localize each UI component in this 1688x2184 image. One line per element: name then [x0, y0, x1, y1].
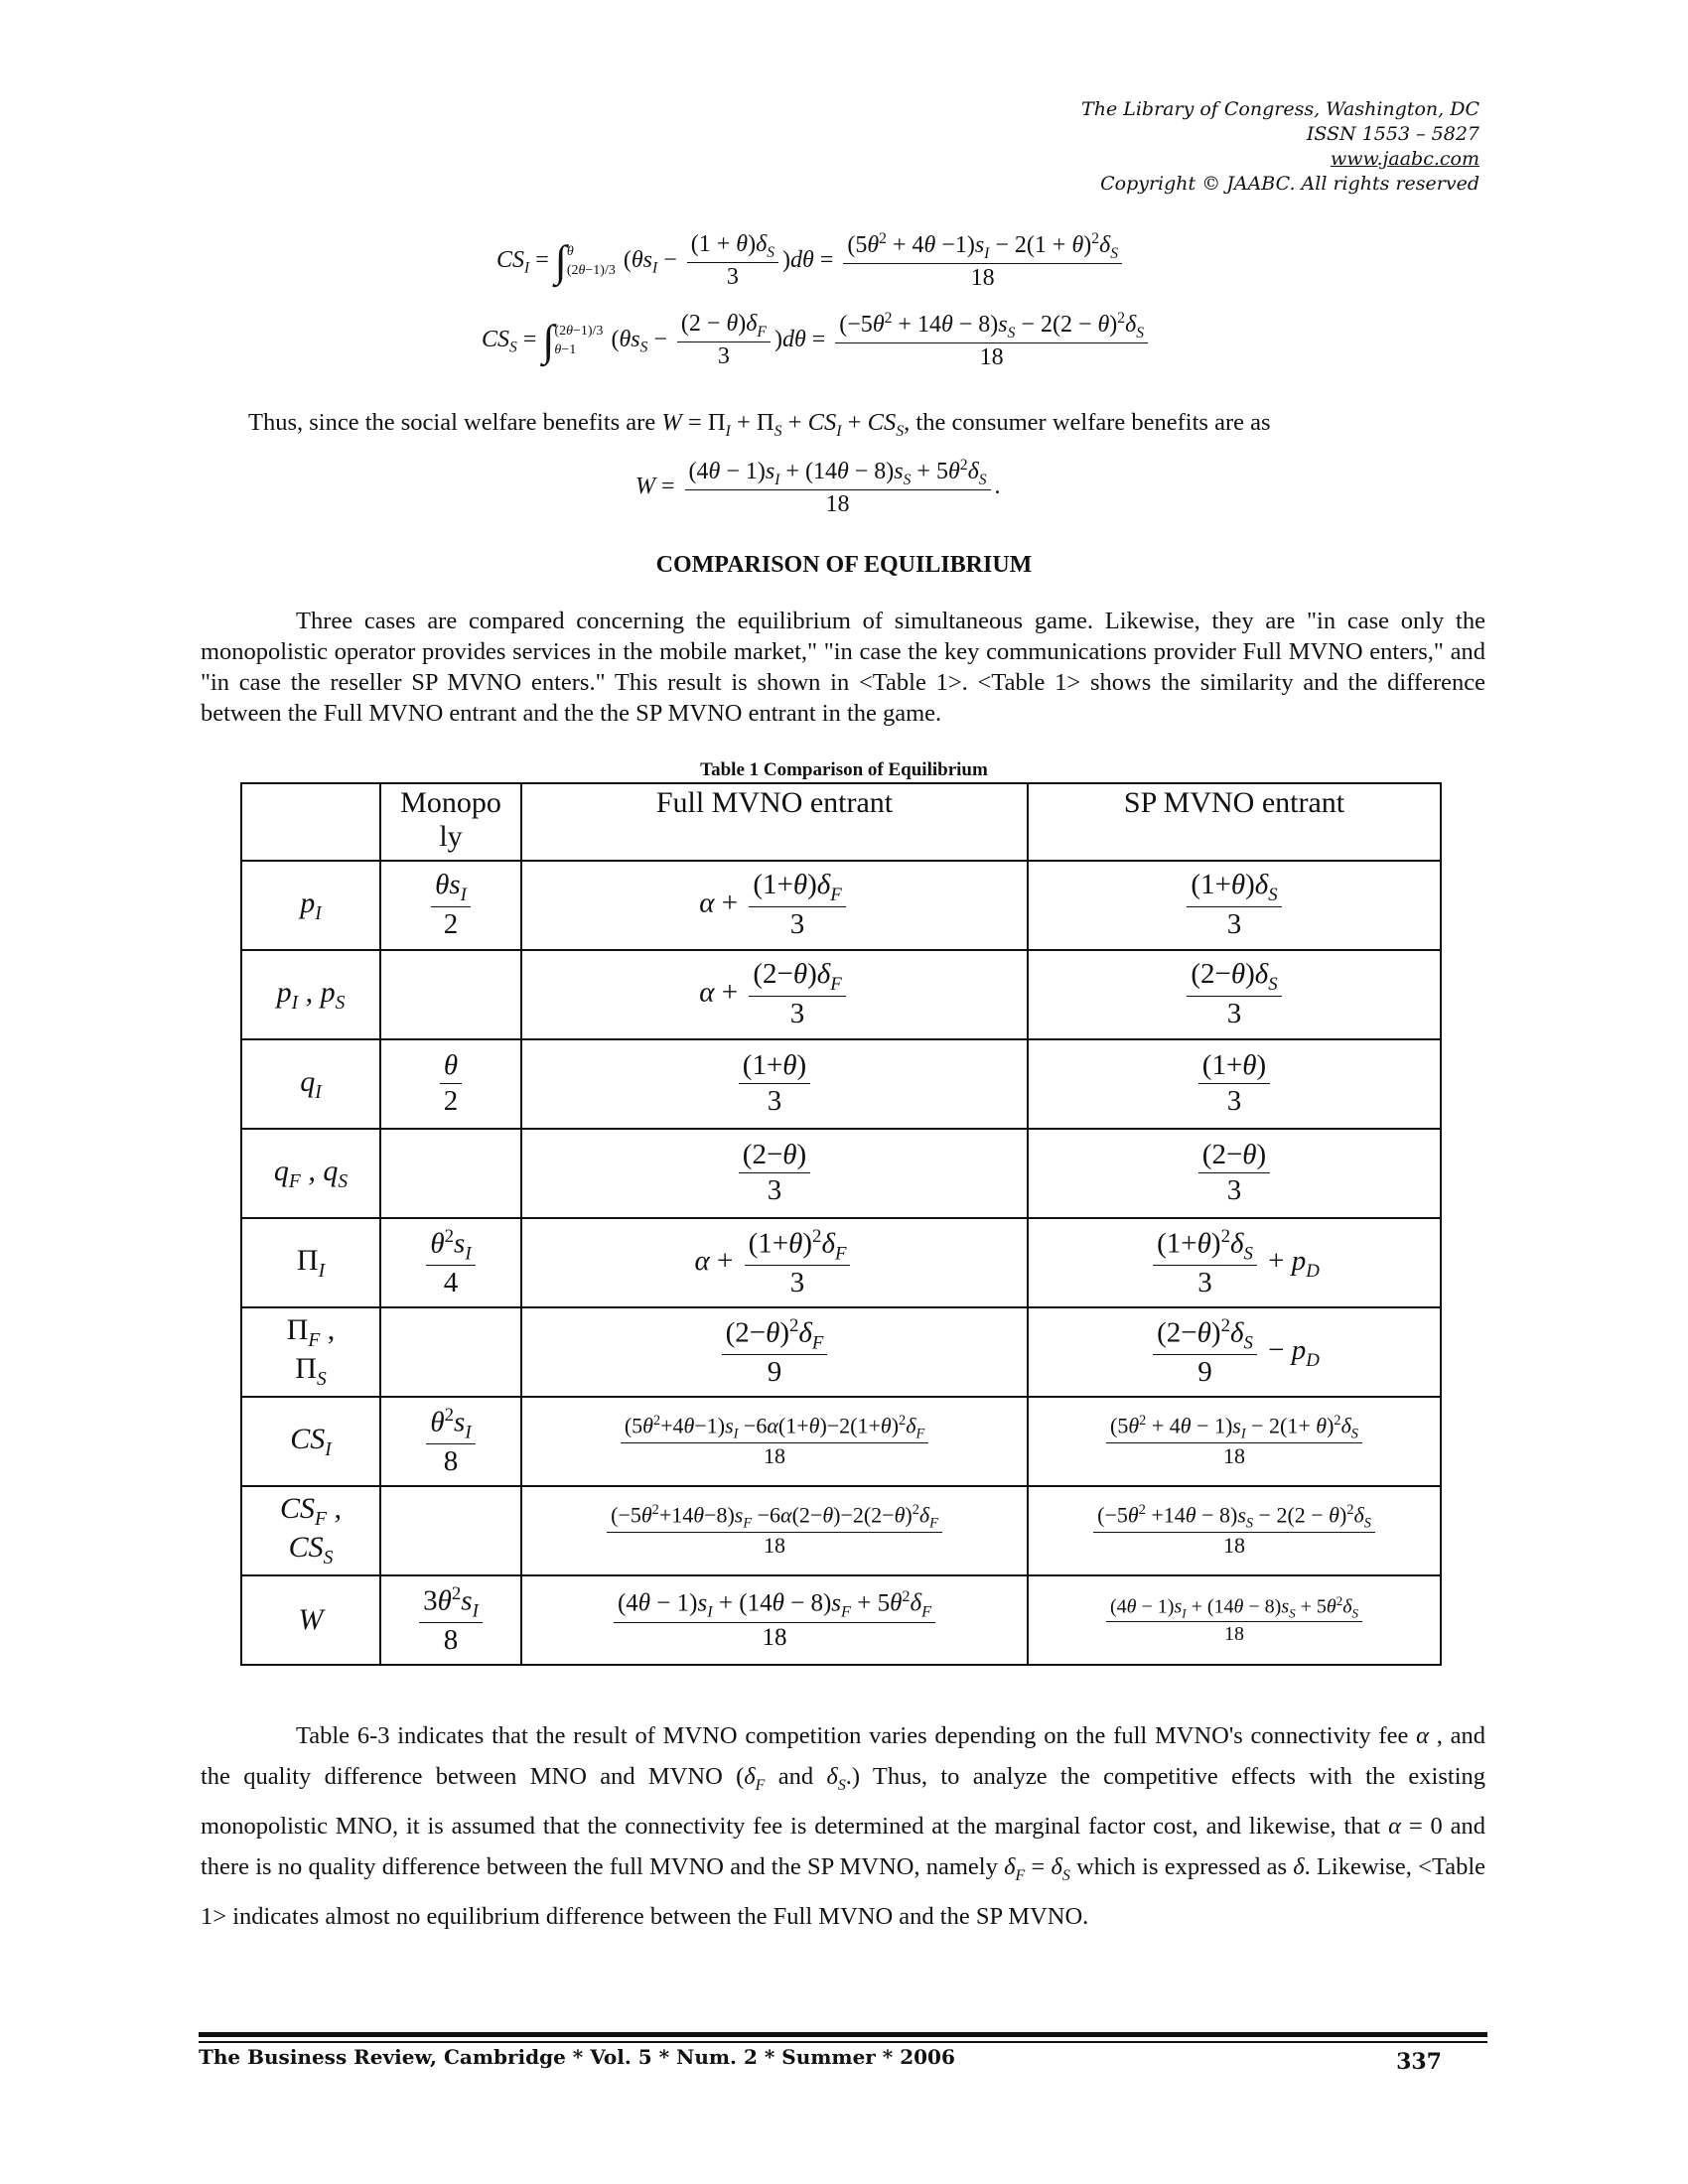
table-cell: $\frac{\theta}{2}$	[380, 1039, 521, 1129]
table-row	[241, 1039, 1441, 1129]
table-row	[241, 1218, 1441, 1307]
para2-part-g: . Likewise, <Table 1> indicates almost no equilibrium difference between the Full MVNO and the SP MVNO.	[201, 1852, 1486, 1930]
table-cell: $\frac{(5\theta^2 + 4\theta - 1)s_I - 2(1+ \theta)^2\delta_S}{18}$	[1028, 1397, 1441, 1486]
table-cell: $\frac{(-5\theta^2 +14\theta - 8)s_S - 2(2 - \theta)^2\delta_S}{18}$	[1028, 1486, 1441, 1575]
welfare-sentence: Thus, since the social welfare benefits are $W = \Pi_I + \Pi_S + CS_I + CS_S$, the consumer welfare benefits are as	[248, 409, 1271, 440]
welfare-intro-text: Thus, since the social welfare benefits are	[248, 409, 656, 436]
table-row	[241, 950, 1441, 1039]
table-cell: $\frac{(1+\theta)\delta_S}{3}$	[1028, 861, 1441, 950]
welfare-mid-text: , the consumer welfare benefits are as	[904, 409, 1271, 436]
table-row	[241, 1575, 1441, 1665]
table-cell: $\frac{(2-\theta)^2\delta_S}{9}$ − $p_D$	[1028, 1307, 1441, 1397]
table-cell: α + $\frac{(1+\theta)\delta_F}{3}$	[521, 861, 1028, 950]
footer-journal: The Business Review, Cambridge * Vol. 5 * Num. 2 * Summer * 2006	[199, 2045, 955, 2069]
para2-part-a: Table 6-3 indicates that the result of MVNO competition varies depending on the full MVNO's connectivity fee	[296, 1722, 1409, 1749]
equilibrium-table	[240, 782, 1442, 1666]
equation-cs-s: $CS_S$ = ∫ (2θ−1)/3 θ−1 ($\theta s_S$ − $\frac{(2 - \theta)\delta_F}{3}$ )dθ = $\frac{(-5\theta^2 + 14\theta - 8)s_S - 2(2 - \theta)^2\delta_S}{18}$	[482, 310, 1152, 372]
row-label: $CS_I$	[241, 1397, 380, 1486]
table-header-cell: Monopo ly	[380, 783, 521, 861]
header-line-4: Copyright © JAABC. All rights reserved	[1100, 173, 1479, 195]
table-cell: $\frac{(2-\theta)\delta_S}{3}$	[1028, 950, 1441, 1039]
table-cell: $\frac{(4\theta - 1)s_I + (14\theta - 8)s_F + 5\theta^2\delta_F}{18}$	[521, 1575, 1028, 1665]
table-cell: $\frac{(1+\theta)}{3}$	[1028, 1039, 1441, 1129]
para2-part-d: .) Thus, to analyze the competitive effects with the existing monopolistic MNO, it is assumed that the connectivity fee is determined at the marginal factor cost, and likewise, that	[201, 1763, 1486, 1840]
equation-w: W = $\frac{(4\theta - 1)s_I + (14\theta - 8)s_S + 5\theta^2\delta_S}{18}$ .	[635, 457, 1001, 517]
table-header-row	[241, 783, 1441, 861]
section-heading: COMPARISON OF EQUILIBRIUM	[655, 552, 1033, 578]
row-label: W	[241, 1575, 380, 1665]
table-cell: $\frac{(1+\theta)^2\delta_S}{3}$ + $p_D$	[1028, 1218, 1441, 1307]
table-cell: $\frac{3\theta^2s_I}{8}$	[380, 1575, 521, 1665]
table-row	[241, 1486, 1441, 1575]
table-cell: $\frac{(2-\theta)}{3}$	[1028, 1129, 1441, 1218]
page-number: 337	[1396, 2049, 1442, 2075]
table-row	[241, 1397, 1441, 1486]
table-cell	[380, 1129, 521, 1218]
equation-cs-i: $CS_I$ = ∫ θ (2θ−1)/3 ($\theta s_I$ − $\frac{(1 + \theta)\delta_S}{3}$ )dθ = $\frac{(5\theta^2 + 4\theta -1)s_I - 2(1 + \theta)^2\delta_S}{18}$	[496, 230, 1126, 293]
table-header-cell: SP MVNO entrant	[1028, 783, 1441, 861]
table-cell: $\frac{(5\theta^2+4\theta-1)s_I -6\alpha(1+\theta)-2(1+\theta)^2\delta_F}{18}$	[521, 1397, 1028, 1486]
footer-rule	[199, 2032, 1487, 2037]
header-line-2: ISSN 1553 – 5827	[1306, 123, 1479, 145]
para2-part-e: and there is no quality difference between the full MVNO and the SP MVNO, namely	[201, 1812, 1486, 1880]
table-cell: $\frac{(2-\theta)}{3}$	[521, 1129, 1028, 1218]
table-row	[241, 861, 1441, 950]
footer-rule	[199, 2041, 1487, 2043]
header-line-1: The Library of Congress, Washington, DC	[1081, 98, 1479, 120]
row-label: $\Pi_F$ , $\Pi_S$	[241, 1307, 380, 1397]
row-label: $\Pi_I$	[241, 1218, 380, 1307]
table-cell: $\frac{(1+\theta)}{3}$	[521, 1039, 1028, 1129]
table-cell: α + $\frac{(1+\theta)^2\delta_F}{3}$	[521, 1218, 1028, 1307]
table-caption: Table 1 Comparison of Equilibrium	[700, 759, 988, 780]
para2-part-c: and	[777, 1763, 814, 1790]
table-cell: $\frac{(2-\theta)^2\delta_F}{9}$	[521, 1307, 1028, 1397]
table-header-cell: Full MVNO entrant	[521, 783, 1028, 861]
row-label: $q_I$	[241, 1039, 380, 1129]
table-cell	[380, 950, 521, 1039]
table-cell: α + $\frac{(2-\theta)\delta_F}{3}$	[521, 950, 1028, 1039]
journal-header	[1081, 97, 1479, 197]
table-cell: $\frac{\theta^2s_I}{8}$	[380, 1397, 521, 1486]
table-cell: $\frac{(4\theta - 1)s_I + (14\theta - 8)s_S + 5\theta^2\delta_S}{18}$	[1028, 1575, 1441, 1665]
paragraph-1: Three cases are compared concerning the equilibrium of simultaneous game. Likewise, they are "in case only the monopolistic operator provides services in the mobile market," "in case the key communications provider Full MVNO enters," and "in case the reseller SP MVNO enters." This result is shown in <Table 1>. <Table 1> shows the similarity and the difference between the Full MVNO entrant and the the SP MVNO entrant in the game.	[201, 608, 1485, 727]
table-cell	[380, 1307, 521, 1397]
table-cell: $\frac{(-5\theta^2+14\theta-8)s_F -6\alpha(2-\theta)-2(2-\theta)^2\delta_F}{18}$	[521, 1486, 1028, 1575]
table-cell: $\frac{\theta s_I}{2}$	[380, 861, 521, 950]
table-cell: $\frac{\theta^2s_I}{4}$	[380, 1218, 521, 1307]
table-cell	[380, 1486, 521, 1575]
row-label: $p_I$	[241, 861, 380, 950]
page-footer	[199, 2045, 1487, 2075]
row-label: $q_F$ , $q_S$	[241, 1129, 380, 1218]
row-label: $p_I$ , $p_S$	[241, 950, 380, 1039]
table-header-cell	[241, 783, 380, 861]
paragraph-2: Table 6-3 indicates that the result of MVNO competition varies depending on the full MVNO's connectivity fee α , and the quality difference between MNO and MVNO ($\delta_F$ and $\delta_S$.) Thus, to analyze the competitive effects with the existing monopolistic MNO, it is assumed that the connectivity fee is determined at the marginal factor cost, and likewise, that α = 0 and there is no quality difference between the full MVNO and the SP MVNO, namely $\delta_F = \delta_S$ which is expressed as δ. Likewise, <Table 1> indicates almost no equilibrium difference between the Full MVNO and the SP MVNO.	[201, 1722, 1486, 1930]
para2-part-f: which is expressed as	[1076, 1852, 1287, 1880]
para2-part-b: , and the quality difference between MNO and MVNO (	[201, 1722, 1486, 1790]
header-url-link[interactable]: www.jaabc.com	[1330, 148, 1479, 170]
table-row	[241, 1307, 1441, 1397]
table-row	[241, 1129, 1441, 1218]
row-label: $CS_F$ , $CS_S$	[241, 1486, 380, 1575]
